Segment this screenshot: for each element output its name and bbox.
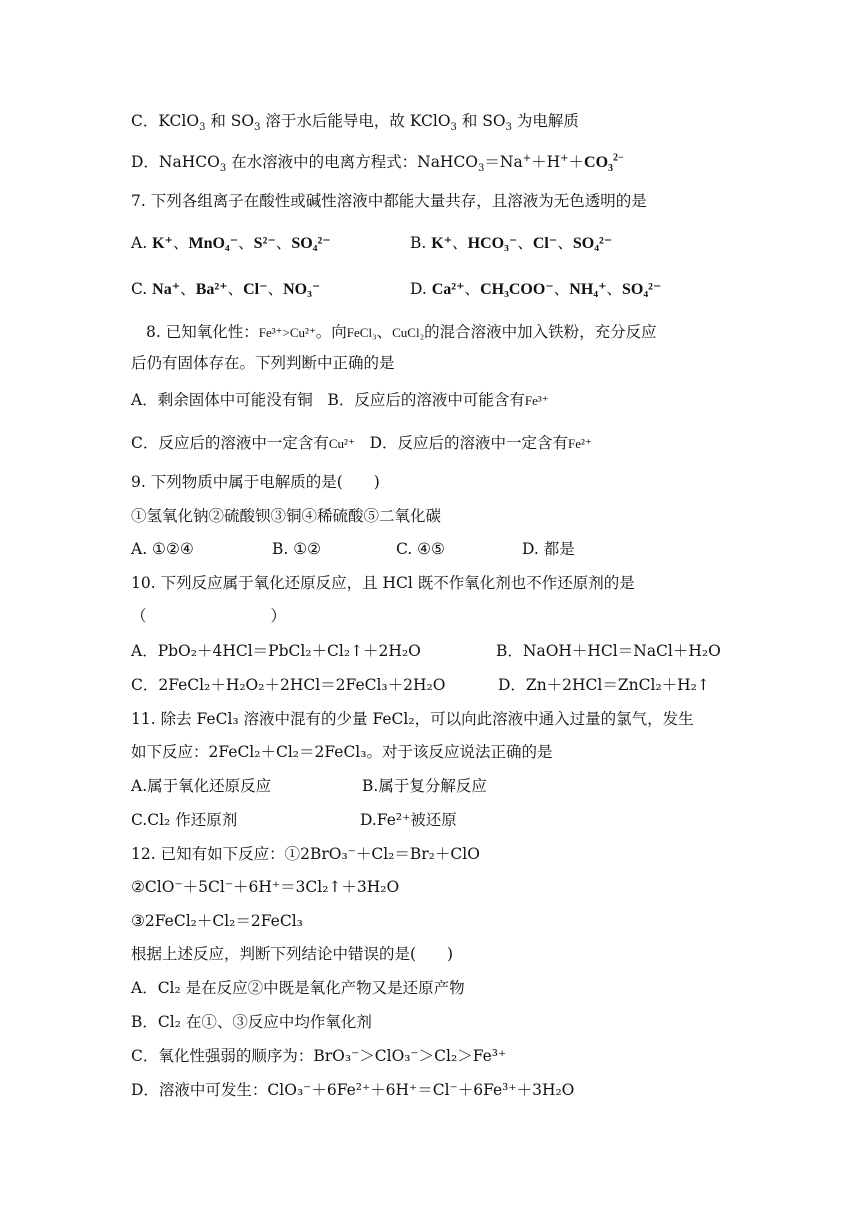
q6-option-c: C．KClO$_3$ 和 $SO_3$ 溶于水后能导电，故 KClO$_3$ 和 $SO_3$ 为电解质	[131, 112, 579, 134]
q11-stem-cont: 如下反应：2FeCl₂＋Cl₂＝2FeCl₃。对于该反应说法正确的是	[131, 743, 553, 761]
q10-option-d: D．Zn＋2HCl＝ZnCl₂＋H₂↑	[498, 676, 710, 694]
carbonate-ion: $CO_3^{2-}$	[584, 152, 624, 175]
q6-option-d: D．NaHCO$_3$ 在水溶液中的电离方程式：$NaHCO_3=Na^++H^++CO_3^{2-}$	[131, 152, 624, 175]
q11-stem: 11. 除去 FeCl₃ 溶液中混有的少量 FeCl₂，可以向此溶液中通入过量的氯气，发生	[131, 710, 694, 728]
q7-option-a: A. K⁺、MnO₄⁻、S²⁻、SO₄²⁻	[131, 234, 331, 252]
q7-option-d: D. Ca²⁺、CH₃COO⁻、NH₄⁺、SO₄²⁻	[410, 280, 662, 298]
q7-stem: 7. 下列各组离子在酸性或碱性溶液中都能大量共存，且溶液为无色透明的是	[131, 192, 647, 210]
q12-question: 根据上述反应，判断下列结论中错误的是( )	[131, 945, 454, 963]
q8-stem: 8. 已知氧化性：Fe³⁺>Cu²⁺。向FeCl₃、CuCl₂的混合溶液中加入铁粉，充分反应	[146, 323, 657, 341]
q11-option-d: D.Fe²⁺被还原	[360, 811, 457, 829]
q12-option-a: A．Cl₂ 是在反应②中既是氧化产物又是还原产物	[131, 979, 465, 997]
q9-option-d: D. 都是	[522, 540, 575, 558]
q12-reaction-3: ③2FeCl₂＋Cl₂＝2FeCl₃	[131, 912, 303, 930]
q11-option-b: B.属于复分解反应	[362, 777, 487, 795]
q9-stem: 9. 下列物质中属于电解质的是( )	[131, 473, 380, 491]
q12-stem: 12. 已知有如下反应：①2BrO₃⁻＋Cl₂＝Br₂＋ClO	[131, 845, 480, 863]
q12-option-d: D．溶液中可发生：ClO₃⁻＋6Fe²⁺＋6H⁺＝Cl⁻＋6Fe³⁺＋3H₂O	[131, 1081, 575, 1099]
q10-option-a: A．PbO₂＋4HCl＝PbCl₂＋Cl₂↑＋2H₂O	[131, 642, 421, 660]
q10-stem: 10. 下列反应属于氧化还原反应，且 HCl 既不作氧化剂也不作还原剂的是	[131, 574, 635, 592]
q8-options-cd: C．反应后的溶液中一定含有Cu²⁺ D．反应后的溶液中一定含有Fe²⁺	[131, 434, 592, 452]
q8-options-ab: A．剩余固体中可能没有铜 B．反应后的溶液中可能含有Fe³⁺	[131, 391, 549, 409]
q9-option-a: A. ①②④	[131, 540, 194, 558]
q10-option-c: C．2FeCl₂＋H₂O₂＋2HCl＝2FeCl₃＋2H₂O	[131, 676, 446, 694]
q11-option-a: A.属于氧化还原反应	[131, 777, 272, 795]
q11-option-c: C.Cl₂ 作还原剂	[131, 811, 238, 829]
q10-option-b: B．NaOH＋HCl＝NaCl＋H₂O	[496, 642, 721, 660]
q12-reaction-2: ②ClO⁻＋5Cl⁻＋6H⁺＝3Cl₂↑＋3H₂O	[131, 878, 400, 896]
q7-option-b: B. K⁺、HCO₃⁻、Cl⁻、SO₄²⁻	[410, 234, 613, 252]
q12-option-b: B．Cl₂ 在①、③反应中均作氧化剂	[131, 1013, 372, 1031]
q9-option-c: C. ④⑤	[396, 540, 445, 558]
q9-option-b: B. ①②	[272, 540, 322, 558]
q10-answer-paren: （ ）	[131, 607, 287, 625]
q12-option-c: C．氧化性强弱的顺序为：BrO₃⁻＞ClO₃⁻＞Cl₂＞Fe³⁺	[131, 1047, 507, 1065]
q7-option-c: C. Na⁺、Ba²⁺、Cl⁻、NO₃⁻	[131, 280, 321, 298]
q8-stem-cont: 后仍有固体存在。下列判断中正确的是	[131, 354, 395, 372]
q9-items: ①氢氧化钠②硫酸钡③铜④稀硫酸⑤二氧化碳	[131, 507, 442, 525]
